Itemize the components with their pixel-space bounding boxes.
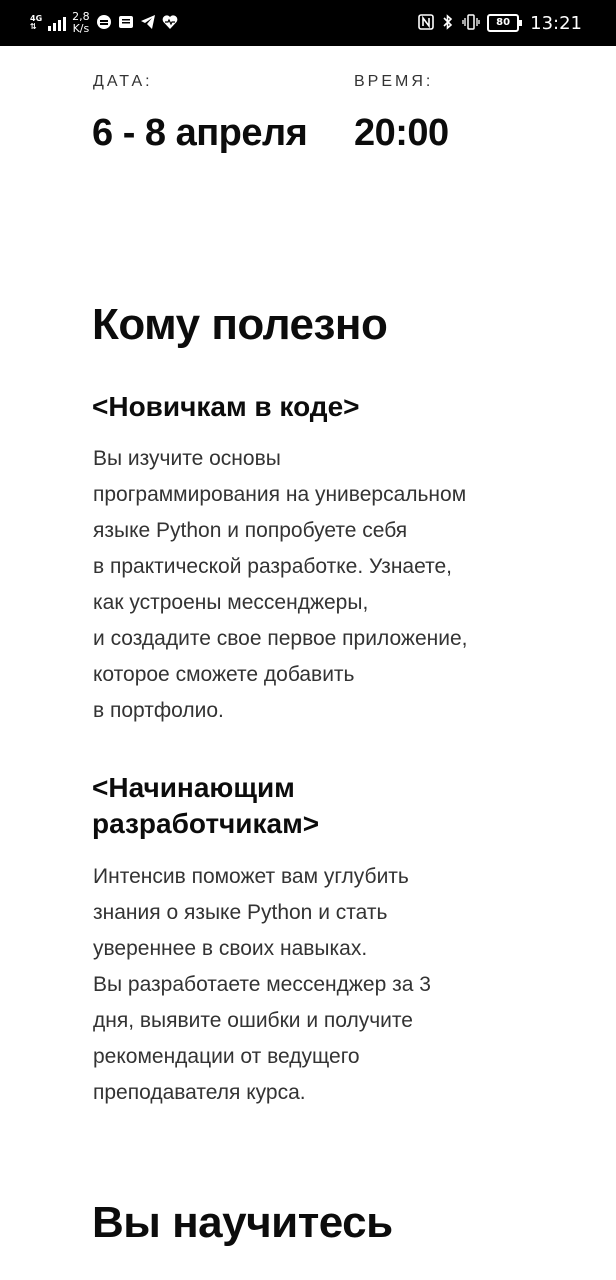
text-line: языке Python и попробуете себя xyxy=(93,519,408,542)
data-arrows-icon: ⇅ xyxy=(30,22,37,31)
text-line: преподавателя курса. xyxy=(93,1081,306,1104)
network-type-label: 4G xyxy=(30,14,43,23)
text-line: и создадите свое первое приложение, xyxy=(93,627,468,650)
beginners-heading xyxy=(92,389,360,425)
vibrate-icon xyxy=(462,14,480,33)
audience-title: Кому полезно xyxy=(92,300,388,349)
text-line: программирования на универсальном xyxy=(93,483,467,506)
bluetooth-icon xyxy=(441,14,455,33)
junior-developers-heading-line: разработчикам> xyxy=(92,808,320,839)
message-icon xyxy=(118,14,134,33)
network-speed-value: 2,8 xyxy=(72,10,90,23)
date-value: 6 - 8 апреля xyxy=(92,112,308,154)
text-line: которое сможете добавить xyxy=(93,663,355,686)
date-label: ДАТА: xyxy=(93,73,153,90)
text-line: Вы разработаете мессенджер за 3 xyxy=(93,973,431,996)
text-line: в портфолио. xyxy=(93,699,224,722)
text-line: Интенсив поможет вам углубить xyxy=(93,865,409,888)
junior-developers-heading-line: <Начинающим xyxy=(92,772,295,803)
heart-icon xyxy=(162,14,178,33)
telegram-icon xyxy=(140,14,156,33)
status-bar-right xyxy=(418,8,582,38)
text-line: Вы изучите основы xyxy=(93,447,281,470)
text-line: в практической разработке. Узнаете, xyxy=(93,555,452,578)
learn-title: Вы научитесь xyxy=(92,1198,393,1247)
status-bar-left xyxy=(30,8,178,38)
status-bar xyxy=(0,0,616,46)
beginners-description xyxy=(93,441,563,729)
junior-developers-description xyxy=(93,859,563,1111)
battery-level: 80 xyxy=(496,17,511,28)
text-line: знания о языке Python и стать xyxy=(93,901,388,924)
battery-icon xyxy=(487,14,519,32)
time-value: 20:00 xyxy=(354,112,449,154)
junior-developers-heading xyxy=(92,770,319,842)
text-line: дня, выявите ошибки и получите xyxy=(93,1009,413,1032)
text-line: рекомендации от ведущего xyxy=(93,1045,360,1068)
network-type xyxy=(30,15,42,31)
text-line: как устроены мессенджеры, xyxy=(93,591,369,614)
network-speed xyxy=(72,11,90,35)
clock: 13:21 xyxy=(530,12,582,34)
beginners-heading-line: <Новичкам в коде> xyxy=(92,391,360,422)
time-label: ВРЕМЯ: xyxy=(354,73,434,90)
signal-icon xyxy=(48,15,66,31)
network-speed-unit: K/s xyxy=(72,22,90,35)
burger-app-icon xyxy=(96,14,112,33)
nfc-icon xyxy=(418,14,434,33)
text-line: увереннее в своих навыках. xyxy=(93,937,368,960)
